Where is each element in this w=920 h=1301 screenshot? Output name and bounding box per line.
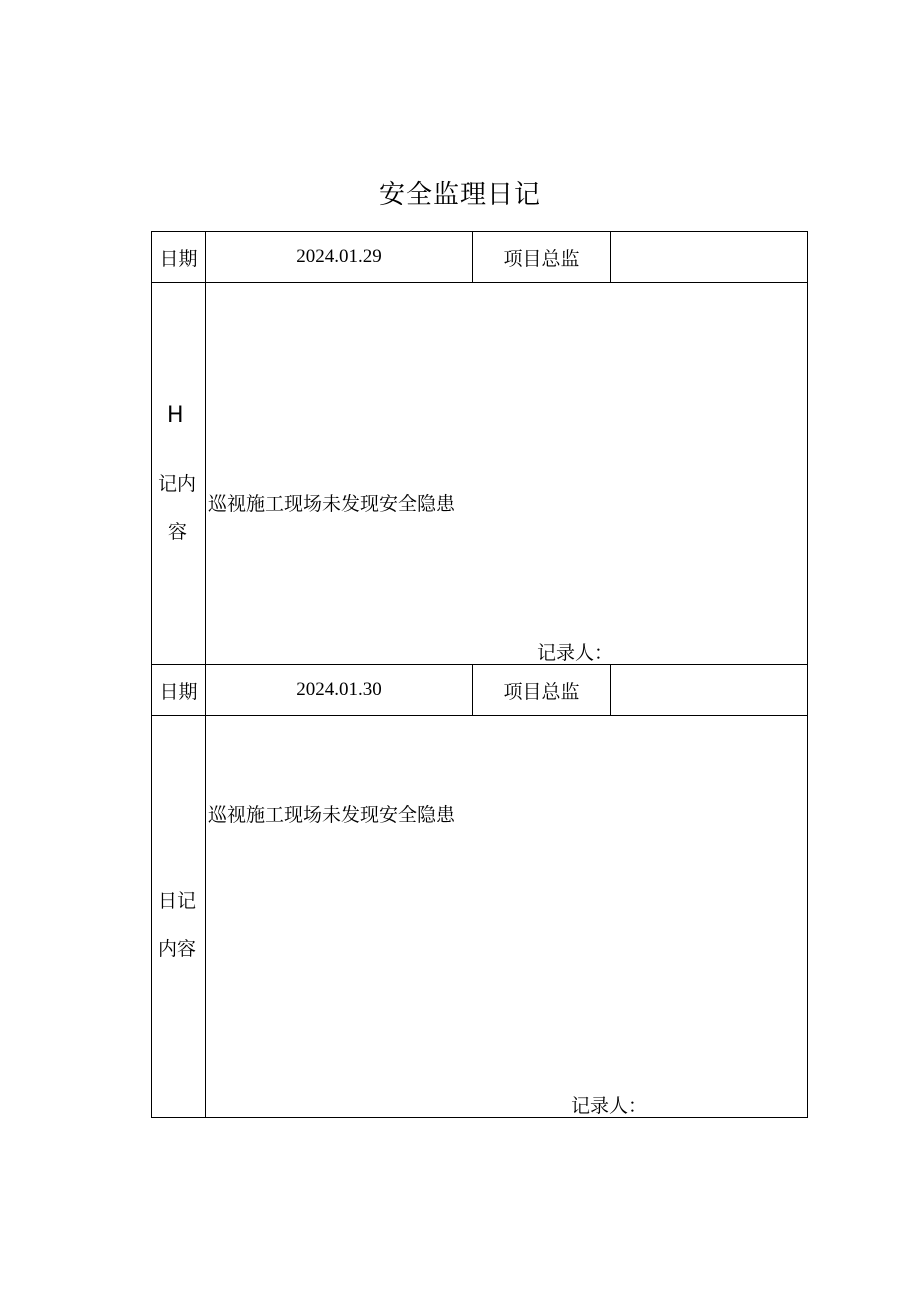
content-cell-1[interactable] (205, 282, 808, 665)
date-value: 2024.01.29 (296, 246, 382, 267)
content-label-line3: 容 (168, 521, 188, 543)
date-label-cell-2 (151, 664, 206, 716)
content-cell-2[interactable] (205, 715, 808, 1118)
content-label-cell-1 (151, 282, 206, 665)
diary-content: 巡视施工现场未发现安全隐患 (208, 493, 456, 515)
content-label-line1: H (167, 403, 184, 428)
recorder-label: 记录人： (571, 1095, 648, 1117)
content-label-line2: 内容 (158, 938, 197, 960)
supervisor-label: 项目总监 (503, 680, 580, 703)
date-label: 日期 (159, 680, 198, 703)
date-value-cell-2[interactable] (205, 664, 473, 716)
diary-content: 巡视施工现场未发现安全隐患 (208, 804, 456, 826)
page-title: 安全监理日记 (378, 180, 541, 210)
supervisor-label-cell-2 (472, 664, 611, 716)
recorder-label: 记录人： (537, 642, 614, 664)
supervisor-label-cell-1 (472, 231, 611, 283)
supervisor-value-cell-1[interactable] (610, 231, 808, 283)
date-label: 日期 (159, 247, 198, 270)
supervisor-value-cell-2[interactable] (610, 664, 808, 716)
diary-table (151, 231, 808, 1118)
date-label-cell-1 (151, 231, 206, 283)
date-value: 2024.01.30 (296, 679, 382, 700)
supervisor-label: 项目总监 (503, 247, 580, 270)
date-value-cell-1[interactable] (205, 231, 473, 283)
content-label-cell-2 (151, 715, 206, 1118)
content-label-line1: 日记 (158, 890, 197, 912)
content-label-line2: 记内 (158, 473, 197, 495)
